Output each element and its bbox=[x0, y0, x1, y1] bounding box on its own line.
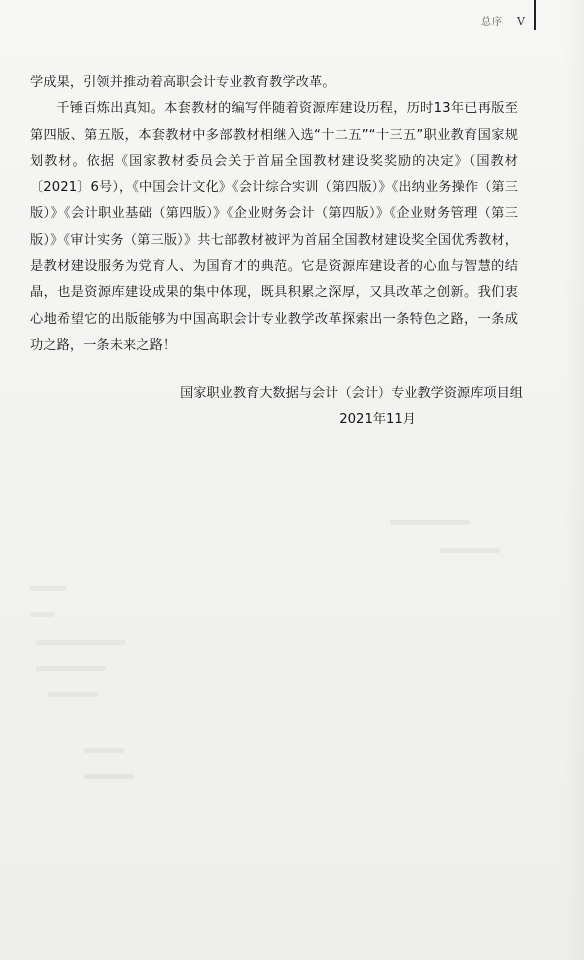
bleed-through-mark bbox=[30, 612, 54, 617]
signature-organization: 国家职业教育大数据与会计（会计）专业教学资源库项目组 bbox=[180, 386, 523, 401]
section-title: 总序 bbox=[481, 17, 504, 28]
signature-block bbox=[30, 381, 523, 433]
bleed-through-mark bbox=[36, 666, 106, 671]
body-text bbox=[30, 70, 518, 359]
bleed-through-mark bbox=[440, 548, 500, 553]
running-header bbox=[481, 13, 526, 28]
bleed-through-mark bbox=[48, 692, 98, 697]
bleed-through-mark bbox=[30, 586, 66, 591]
page-number: V bbox=[517, 15, 526, 28]
paragraph-main: 千锤百炼出真知。本套教材的编写伴随着资源库建设历程，历时13年已再版至第四版、第五版，本套教材中多部教材相继入选“十二五”“十三五”职业教育国家规划教材。依据《国家教材委员会关于首届全国教材建设奖奖励的决定》（国教材〔2021〕6号），《中国会计文化》《会计综合实训（第四版）》《出纳业务操作（第三版）》《会计职业基础（第四版）》《企业财务会计（第四版）》《企业财务管理（第三版）》《审计实务（第三版）》共七部教材被评为首届全国教材建设奖全国优秀教材，是教材建设服务为党育人、为国育才的典范。它是资源库建设者的心血与智慧的结晶，也是资源库建设成果的集中体现，既具积累之深厚，又具改革之创新。我们衷心地希望它的出版能够为中国高职会计专业教学改革探索出一条特色之路，一条成功之路，一条未来之路！ bbox=[30, 101, 518, 353]
bleed-through-mark bbox=[390, 520, 470, 525]
page-edge-shadow bbox=[564, 0, 584, 960]
bleed-through-mark bbox=[84, 774, 134, 779]
bleed-through-mark bbox=[36, 640, 126, 645]
signature-date: 2021年11月 bbox=[339, 412, 416, 427]
bleed-through-mark bbox=[84, 748, 124, 753]
paragraph-continuation: 学成果，引领并推动着高职会计专业教育教学改革。 bbox=[30, 75, 336, 90]
binding-mark bbox=[534, 0, 536, 30]
